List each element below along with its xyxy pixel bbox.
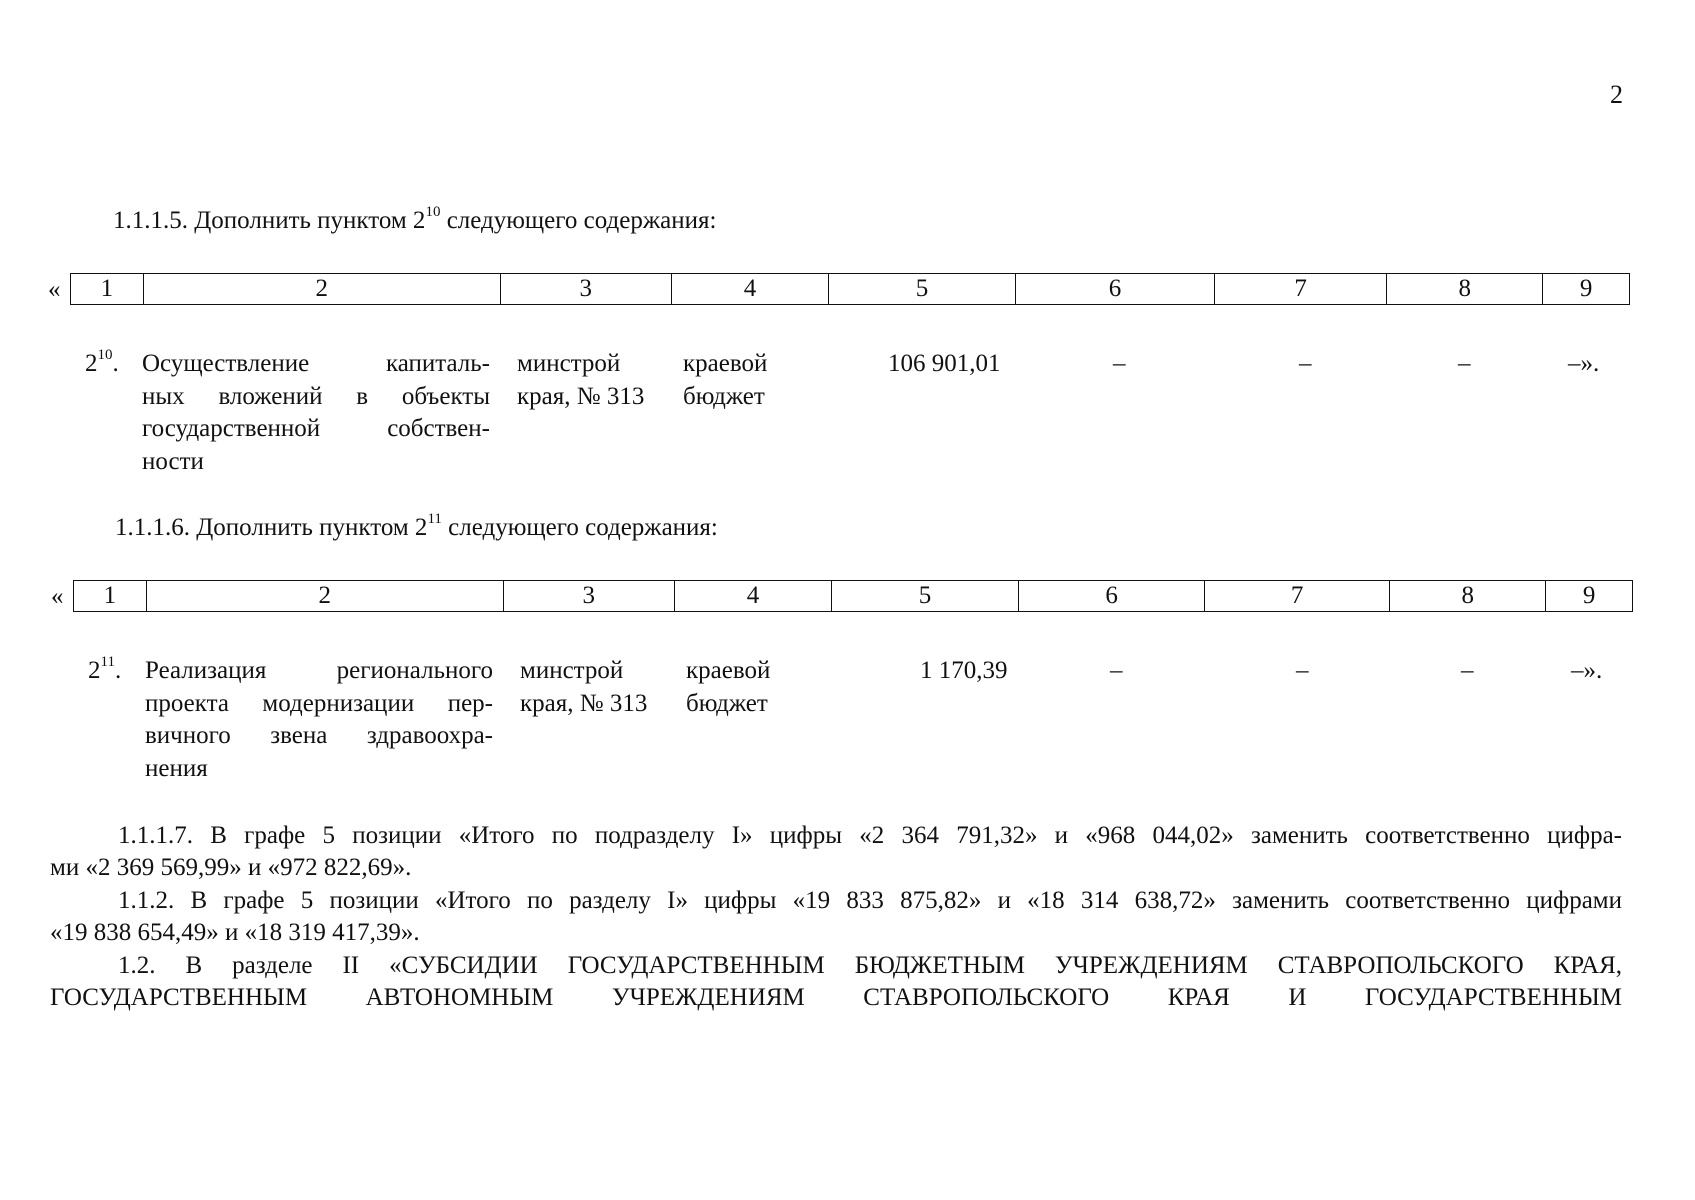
column-number-cell: 7 [1205, 581, 1390, 612]
description-line: нения [145, 754, 208, 782]
ministry-line: края, № 313 [520, 689, 648, 717]
description-line: Осуществление капиталь- [142, 350, 490, 377]
column-number-cell: 9 [1546, 581, 1633, 612]
row-number-base: 2 [85, 350, 98, 377]
paragraph-1-2-line2: ГОСУДАРСТВЕННЫМ АВТОНОМНЫМ УЧРЕЖДЕНИЯМ СТАВРОПОЛЬСКОГО КРАЯ И ГОСУДАРСТВЕННЫМ [50, 984, 1622, 1011]
row-number-dot: . [114, 657, 122, 684]
row-dash-col8: – [1461, 657, 1474, 684]
row-amount: 1 170,39 [920, 657, 1008, 684]
column-number-cell: 5 [829, 274, 1016, 305]
ministry-line: минстрой [520, 657, 624, 684]
opening-quote: « [51, 583, 64, 610]
item-heading-1 [113, 205, 716, 237]
row-budget [683, 348, 767, 413]
opening-quote: « [48, 276, 61, 303]
heading-text: 1.1.1.5. Дополнить пунктом 2 [113, 207, 426, 234]
heading-text-tail: следующего содержания: [440, 207, 717, 234]
row-number-dot: . [112, 350, 119, 377]
row-dash-col6: – [1110, 657, 1123, 684]
column-number-cell: 1 [71, 274, 144, 305]
description-line: ных вложений в объекты [142, 382, 490, 410]
row-dash-col7: – [1299, 350, 1312, 377]
row-amount: 106 901,01 [888, 350, 1001, 377]
ministry-line: минстрой [517, 350, 621, 377]
column-number-cell: 2 [146, 581, 503, 612]
heading-superscript: 10 [425, 203, 441, 220]
budget-line: краевой [683, 350, 768, 377]
budget-line: краевой [686, 657, 771, 684]
column-number-cell: 8 [1387, 274, 1543, 305]
column-number-cell: 8 [1390, 581, 1546, 612]
column-header-row-1 [70, 273, 1630, 305]
column-number-cell: 9 [1543, 274, 1630, 305]
description-line: ности [142, 447, 204, 475]
column-number-cell: 4 [671, 274, 828, 305]
heading-text-tail: следующего содержания: [441, 514, 718, 541]
row-number [85, 348, 119, 381]
budget-line: бюджет [683, 382, 765, 410]
column-number-cell: 6 [1019, 581, 1205, 612]
column-number-cell: 6 [1016, 274, 1215, 305]
paragraph-1-1-2-line1: 1.1.2. В графе 5 позиции «Итого по разделу I» цифры «19 833 875,82» и «18 314 638,72» заменить соответственно цифрами [118, 887, 1622, 914]
column-number-cell: 7 [1215, 274, 1387, 305]
row-ministry [517, 348, 644, 413]
row-number-base: 2 [88, 657, 101, 684]
budget-line: бюджет [686, 689, 768, 717]
row-dash-col6: – [1113, 350, 1126, 377]
row-number-superscript: 11 [100, 653, 115, 670]
column-number-cell: 1 [74, 581, 147, 612]
row-dash-col7: – [1296, 657, 1309, 684]
row-closing: –». [1568, 350, 1600, 377]
heading-superscript: 11 [427, 510, 442, 527]
item-heading-2 [115, 512, 718, 544]
description-line: государственной собствен- [142, 415, 490, 442]
column-header-row-2 [73, 580, 1633, 612]
column-number-cell: 4 [674, 581, 831, 612]
row-description [145, 655, 493, 785]
heading-text: 1.1.1.6. Дополнить пунктом 2 [115, 514, 428, 541]
row-dash-col8: – [1458, 350, 1471, 377]
paragraph-1-1-1-7-line2: ми «2 369 569,99» и «972 822,69». [50, 854, 412, 881]
description-line: вичного звена здравоохра- [145, 722, 493, 749]
column-number-cell: 3 [500, 274, 671, 305]
ministry-line: края, № 313 [517, 382, 645, 410]
paragraph-1-1-1-7-line1: 1.1.1.7. В графе 5 позиции «Итого по подразделу I» цифры «2 364 791,32» и «968 044,02» заменить соответственно цифра- [118, 822, 1622, 849]
page-number: 2 [1610, 80, 1623, 109]
column-number-cell: 3 [503, 581, 674, 612]
description-line: проекта модернизации пер- [145, 689, 493, 717]
row-ministry [520, 655, 647, 720]
column-number-cell: 2 [143, 274, 500, 305]
row-description [142, 348, 490, 478]
paragraph-1-2-line1: 1.2. В разделе II «СУБСИДИИ ГОСУДАРСТВЕННЫМ БЮДЖЕТНЫМ УЧРЕЖДЕНИЯМ СТАВРОПОЛЬСКОГО КРАЯ, [118, 952, 1622, 979]
description-line: Реализация регионального [145, 657, 493, 684]
row-budget [686, 655, 770, 720]
paragraph-1-1-2-line2: «19 838 654,49» и «18 319 417,39». [50, 919, 420, 946]
column-number-cell: 5 [832, 581, 1019, 612]
row-number-superscript: 10 [97, 346, 113, 363]
row-number [88, 655, 121, 688]
row-closing: –». [1571, 657, 1603, 684]
